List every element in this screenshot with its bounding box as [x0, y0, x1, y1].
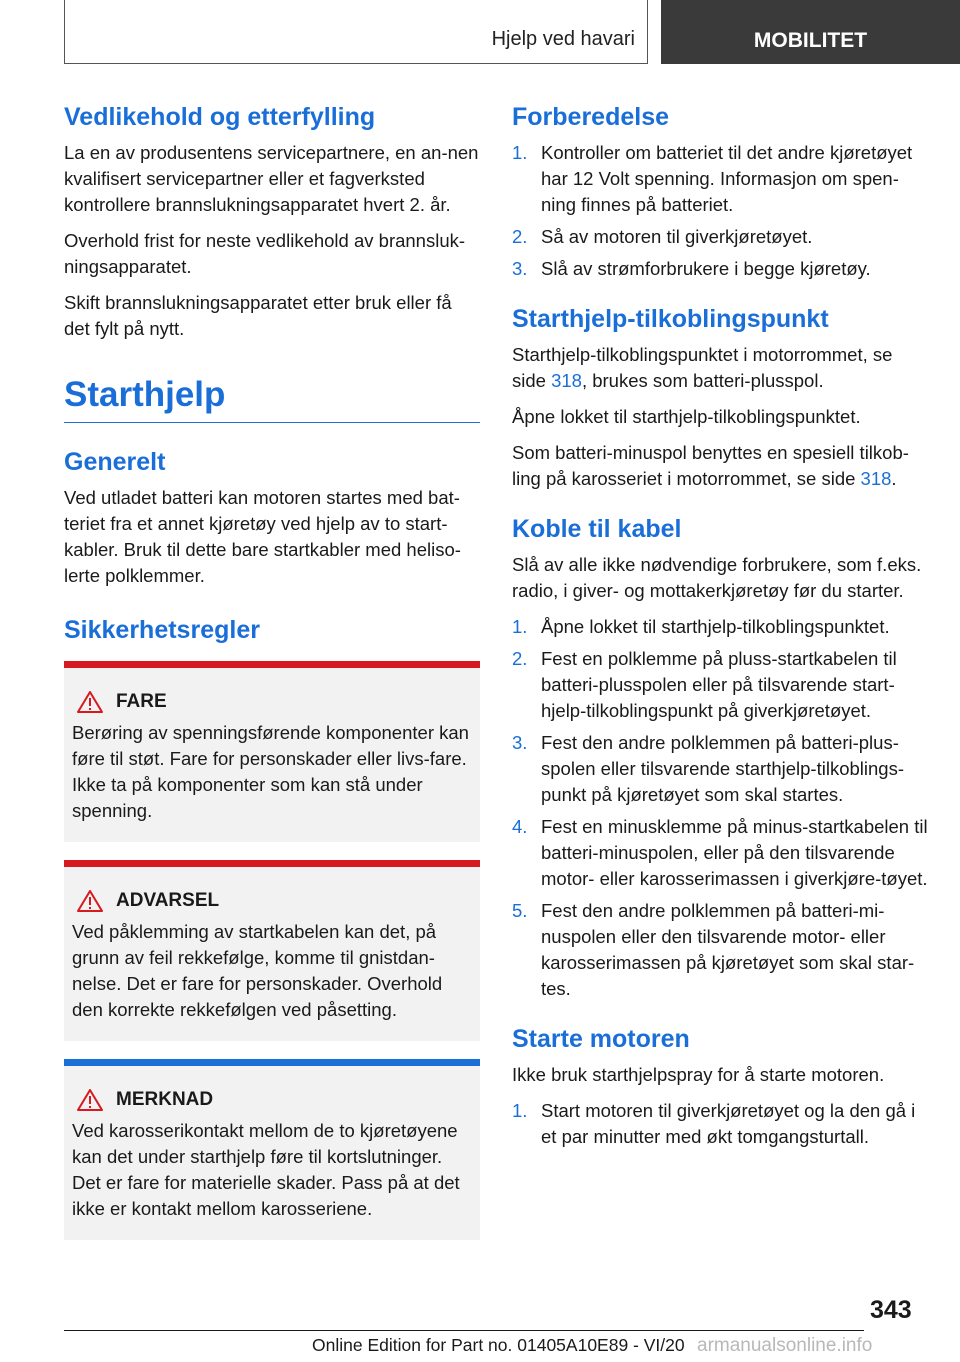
list-item: [512, 898, 928, 1002]
notice-text: Ved karosserikontakt mellom de to kjøretøyene kan det under starthjelp føre til kortslutninger. Det er fare for materielle skader. Pass på at det ikke er kontakt mellom karosseriene.: [72, 1120, 460, 1219]
chapter-tab: MOBILITET: [661, 0, 960, 64]
kabel-heading: Koble til kabel: [512, 515, 682, 543]
step-text: Fest en polklemme på pluss-startkabelen til batteri-plusspolen eller på tilsvarende start-hjelp-tilkoblingspunkt på giverkjøretøyet.: [541, 648, 897, 721]
list-item: [512, 256, 928, 282]
step-number: 2.: [512, 648, 528, 669]
warning-triangle-icon: [76, 1088, 104, 1112]
right-column: [512, 100, 928, 1160]
tilkobling-paragraph-1: Starthjelp-tilkoblingspunktet i motorrommet, se side 318, brukes som batteri-plusspol.: [512, 344, 893, 391]
step-text: Så av motoren til giverkjøretøyet.: [541, 226, 813, 247]
list-item: [512, 1098, 928, 1150]
maintenance-paragraph-1: La en av produsentens servicepartnere, en an-nen kvalifisert servicepartner eller et fagverksted kontrollere brannslukningsapparatet hvert 2. år.: [64, 142, 479, 215]
maintenance-heading: Vedlikehold og etterfylling: [64, 103, 376, 131]
page-header: [0, 0, 960, 66]
list-item: [512, 614, 928, 640]
step-number: 3.: [512, 732, 528, 753]
step-number: 1.: [512, 142, 528, 163]
tilkobling-heading: Starthjelp-tilkoblingspunkt: [512, 305, 829, 333]
section-label: Hjelp ved havari: [491, 28, 635, 50]
kabel-steps: [512, 614, 928, 1002]
maintenance-paragraph-3: Skift brannslukningsapparatet etter bruk eller få det fylt på nytt.: [64, 292, 452, 339]
section-tab: [64, 0, 648, 64]
list-item: [512, 814, 928, 892]
generelt-heading: Generelt: [64, 448, 166, 476]
notice-note: [64, 1059, 480, 1240]
tilkobling-paragraph-2: Åpne lokket til starthjelp-tilkoblingspunktet.: [512, 406, 861, 427]
step-text: Start motoren til giverkjøretøyet og la den gå i et par minutter med økt tomgangsturtall.: [541, 1100, 916, 1147]
notice-title: ADVARSEL: [116, 890, 220, 911]
notice-title: MERKNAD: [116, 1089, 214, 1110]
kabel-paragraph: Slå av alle ikke nødvendige forbrukere, som f.eks. radio, i giver- og mottakerkjøretøy før du starter.: [512, 554, 922, 601]
watermark: armanualsonline.info: [697, 1335, 873, 1356]
footer-divider: [64, 1330, 864, 1331]
notice-title: FARE: [116, 691, 167, 712]
notice-warning: [64, 860, 480, 1041]
title-divider: [64, 422, 480, 423]
forberedelse-heading: Forberedelse: [512, 103, 670, 131]
starte-paragraph: Ikke bruk starthjelpspray for å starte motoren.: [512, 1064, 885, 1085]
starte-steps: [512, 1098, 928, 1150]
forberedelse-steps: [512, 140, 928, 282]
step-number: 1.: [512, 616, 528, 637]
step-text: Fest den andre polklemmen på batteri-plus-spolen eller tilsvarende starthjelp-tilkoblings-punkt på kjøretøyet som skal startes.: [541, 732, 904, 805]
step-number: 1.: [512, 1100, 528, 1121]
warning-triangle-icon: [76, 690, 104, 714]
generelt-paragraph: Ved utladet batteri kan motoren startes med bat-teriet fra et annet kjøretøy ved hjelp av to start-kabler. Bruk til dette bare startkabler med heliso-lerte polklemmer.: [64, 487, 461, 586]
step-text: Slå av strømforbrukere i begge kjøretøy.: [541, 258, 871, 279]
tilkobling-paragraph-3: Som batteri-minuspol benyttes en spesiell tilkob-ling på karosseriet i motorrommet, se side 318.: [512, 442, 909, 489]
page-link-318[interactable]: 318: [551, 370, 582, 391]
step-number: 4.: [512, 816, 528, 837]
step-number: 3.: [512, 258, 528, 279]
step-number: 5.: [512, 900, 528, 921]
left-column: [64, 100, 480, 1258]
notice-text: Ved påklemming av startkabelen kan det, på grunn av feil rekkefølge, komme til gnistdan-nelse. Det er fare for personskader. Overhold den korrekte rekkefølgen ved påsetting.: [72, 921, 443, 1020]
list-item: [512, 224, 928, 250]
notice-danger: [64, 661, 480, 842]
maintenance-paragraph-2: Overhold frist for neste vedlikehold av brannsluk-ningsapparatet.: [64, 230, 466, 277]
page-number: 343: [870, 1296, 912, 1324]
page-link-318[interactable]: 318: [860, 468, 892, 489]
step-text: Kontroller om batteriet til det andre kjøretøyet har 12 Volt spenning. Informasjon om spen-ning finnes på batteriet.: [541, 142, 913, 215]
warning-triangle-icon: [76, 889, 104, 913]
step-text: Fest en minusklemme på minus-startkabelen til batteri-minuspolen, eller på den tilsvarende motor- eller karosserimassen i giverkjøre-tøyet.: [541, 816, 928, 889]
step-number: 2.: [512, 226, 528, 247]
starte-heading: Starte motoren: [512, 1025, 690, 1053]
list-item: [512, 646, 928, 724]
list-item: [512, 730, 928, 808]
list-item: [512, 140, 928, 218]
step-text: Åpne lokket til starthjelp-tilkoblingspunktet.: [541, 616, 890, 637]
starthjelp-title: Starthjelp: [64, 375, 226, 414]
edition-note: Online Edition for Part no. 01405A10E89 - VI/20: [312, 1335, 685, 1355]
notice-text: Berøring av spenningsførende komponenter kan føre til støt. Fare for personskader eller livs-fare. Ikke ta på komponenter som kan stå under spenning.: [72, 722, 469, 821]
step-text: Fest den andre polklemmen på batteri-mi-nuspolen eller den tilsvarende motor- eller karosserimassen på kjøretøyet som skal star-tes.: [541, 900, 915, 999]
safety-heading: Sikkerhetsregler: [64, 616, 260, 644]
